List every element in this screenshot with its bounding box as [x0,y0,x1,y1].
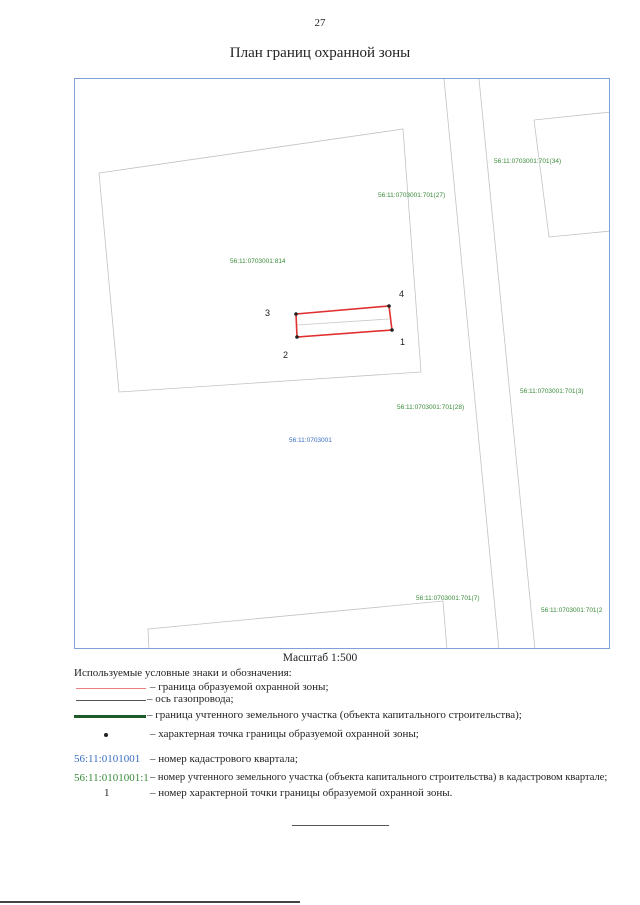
map-canvas [75,79,610,649]
parcel-label-701-2: 56:11:0703001:701(2 [541,607,603,614]
parcel-label-701-7: 56:11:0703001:701(7) [416,595,480,602]
legend-gas-axis-text: – ось газопровода; [147,693,234,705]
page-title: План границ охранной зоны [229,45,411,61]
point-4-marker [387,304,391,308]
legend-zone-boundary-text: – граница образуемой охранной зоны; [150,681,329,693]
legend-row-gas-axis [74,694,594,708]
page-number: 27 [314,17,326,29]
zone-boundary-swatch [76,688,146,689]
legend-row-parcel-boundary [74,710,634,724]
legend-quarter-text: – номер кадастрового квартала; [150,753,298,765]
point-3-marker [294,312,298,316]
parcel-label-814: 56:11:0703001:814 [230,258,286,265]
legend-point-text: – характерная точка границы образуемой охранной зоны; [150,728,419,740]
point-label-2: 2 [283,350,289,360]
signature-line [292,825,389,826]
point-label-1: 1 [400,337,406,347]
legend-point-number-text: – номер характерной точки границы образуемой охранной зоны. [150,787,453,799]
zone-boundary-polygon [296,306,392,337]
map-frame [74,78,610,649]
point-1-marker [390,328,394,332]
parcel-label-701-3: 56:11:0703001:701(3) [520,388,584,395]
map-scale: Масштаб 1:500 [282,652,358,664]
legend-title: Используемые условные знаки и обозначения: [74,667,292,679]
parcel-label-701-27: 56:11:0703001:701(27) [378,192,446,199]
page-bottom-edge [0,901,300,903]
legend-parcel-sample: 56:11:0101001:1 [74,772,149,784]
quarter-label: 56:11:0703001 [289,437,332,444]
parcel-label-701-34: 56:11:0703001:701(34) [494,158,562,165]
legend-row-quarter [74,754,594,768]
point-swatch [104,733,108,737]
legend-parcel-text: – номер учтенного земельного участка (объекта капитального строительства) в кадастровом квартале; [150,772,608,783]
legend-row-parcel-number [74,773,634,787]
parcel-bottom-outline [148,601,447,649]
parcel-34-outline [534,112,610,120]
point-label-3: 3 [265,308,271,318]
legend-quarter-sample: 56:11:0101001 [74,753,141,765]
legend-row-point-number [74,788,594,802]
legend-point-sample: 1 [104,787,110,799]
legend-parcel-boundary-text: – граница учтенного земельного участка (объекта капитального строительства); [147,709,522,721]
parcel-34-outline-left [534,120,610,237]
parcel-boundary-swatch [74,715,146,718]
road-boundary-left [444,79,499,649]
point-2-marker [295,335,299,339]
gas-pipeline-axis [297,319,389,325]
parcel-label-701-28: 56:11:0703001:701(28) [397,404,465,411]
point-label-4: 4 [399,289,405,299]
gas-axis-swatch [76,700,146,701]
legend-row-point [74,729,594,743]
